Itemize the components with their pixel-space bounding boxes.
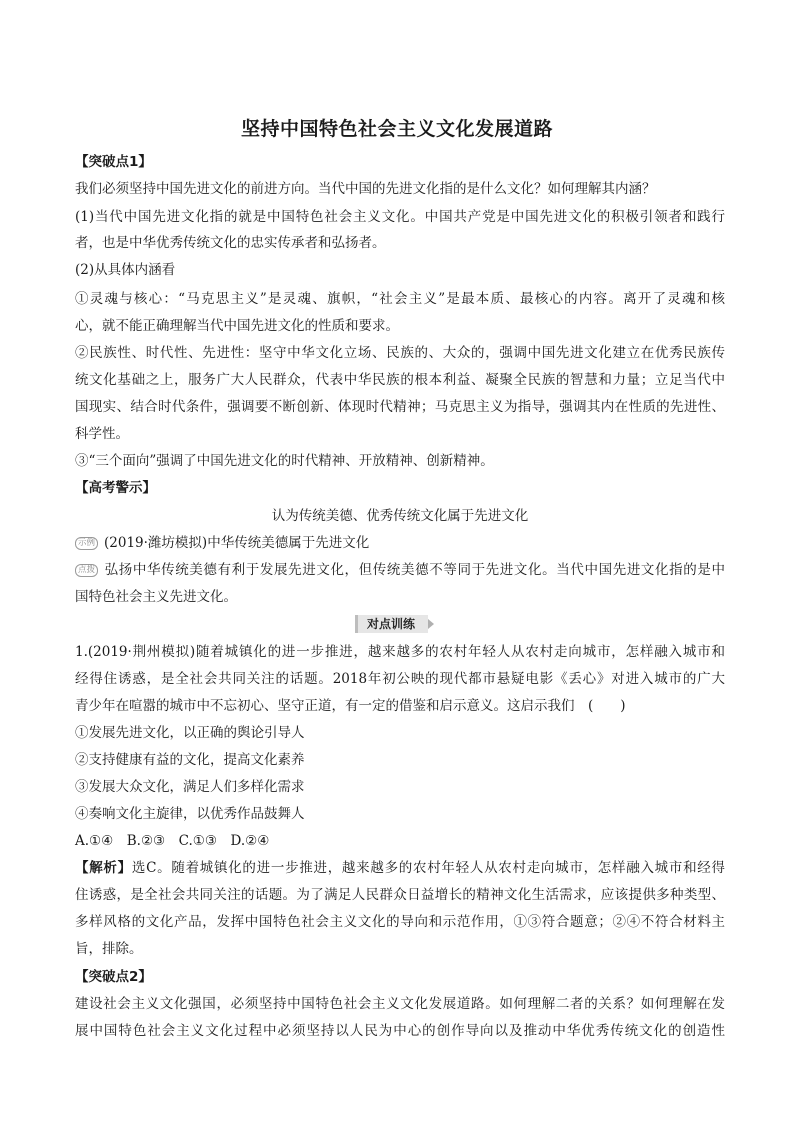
section-heading-warning: 【高考警示】 bbox=[75, 480, 156, 496]
analysis-line4: 旨，排除。 bbox=[75, 941, 143, 957]
analysis-line3: 多样风格的文化产品，发挥中国特色社会主义文化的导向和示范作用，①③符合题意；②④不符合材料主 bbox=[75, 914, 725, 930]
tupo1-p4-line3: 国现实、结合时代条件，强调要不断创新、体现时代精神；马克思主义为指导，强调其内在性质的先进性、 bbox=[75, 399, 725, 415]
question1-line1: 1.(2019·荆州模拟)随着城镇化的进一步推进，越来越多的农村年轻人从农村走向城市，怎样融入城市和 bbox=[75, 644, 725, 660]
question1-choices: A.①④ B.②③ C.①③ D.②④ bbox=[75, 833, 270, 849]
tupo1-p4-line2: 统文化基础之上，服务广大人民群众，代表中华民族的根本利益、凝聚全民族的智慧和力量；立足当代中 bbox=[75, 372, 725, 388]
warning-comment-line2: 国特色社会主义先进文化。 bbox=[75, 589, 237, 605]
question1-option4: ④奏响文化主旋律，以优秀作品鼓舞人 bbox=[75, 806, 305, 822]
question1-option2: ②支持健康有益的文化，提高文化素养 bbox=[75, 752, 305, 768]
tupo1-question: 我们必须坚持中国先进文化的前进方向。当代中国的先进文化指的是什么文化？如何理解其内涵？ bbox=[75, 181, 656, 197]
analysis-line2: 住诱惑，是全社会共同关注的话题。为了满足人民群众日益增长的精神文化生活需求，应该提供多种类型、 bbox=[75, 887, 725, 903]
tupo1-p4-line4: 科学性。 bbox=[75, 426, 129, 442]
section-heading-tupo1: 【突破点1】 bbox=[75, 154, 152, 170]
tupo1-p5: ③“三个面向”强调了中国先进文化的时代精神、开放精神、创新精神。 bbox=[75, 453, 494, 469]
analysis-heading: 【解析】 bbox=[75, 860, 132, 876]
warning-comment-text: 弘扬中华传统美德有利于发展先进文化，但传统美德不等同于先进文化。当代中国先进文化指的是中 bbox=[104, 562, 725, 578]
warning-example bbox=[75, 533, 725, 553]
arrow-right-icon bbox=[428, 619, 434, 629]
warning-subtitle: 认为传统美德、优秀传统文化属于先进文化 bbox=[271, 508, 529, 524]
banner-label: 对点训练 bbox=[366, 617, 415, 631]
question1-option3: ③发展大众文化，满足人们多样化需求 bbox=[75, 779, 305, 795]
analysis-line1 bbox=[75, 858, 725, 878]
training-banner bbox=[355, 615, 435, 633]
analysis-text: 选C。随着城镇化的进一步推进，越来越多的农村年轻人从农村走向城市，怎样融入城市和经得 bbox=[131, 860, 726, 876]
question1-option1: ①发展先进文化，以正确的舆论引导人 bbox=[75, 725, 305, 741]
warning-comment-line1 bbox=[75, 560, 725, 580]
warning-example-text: (2019·潍坊模拟)中华传统美德属于先进文化 bbox=[104, 535, 370, 551]
tupo2-line1: 建设社会主义文化强国，必须坚持中国特色社会主义文化发展道路。如何理解二者的关系？如何理解在发 bbox=[75, 996, 725, 1012]
question1-line3: 青少年在喧嚣的城市中不忘初心、坚守正道，有一定的借鉴和启示意义。这启示我们 ( ) bbox=[75, 698, 626, 714]
tupo1-p4-line1: ②民族性、时代性、先进性：坚守中华文化立场、民族的、大众的，强调中国先进文化建立在优秀民族传 bbox=[75, 345, 725, 361]
section-heading-tupo2: 【突破点2】 bbox=[75, 969, 152, 985]
page-title: 坚持中国特色社会主义文化发展道路 bbox=[240, 118, 553, 140]
tupo1-p1-line2: 者，也是中华优秀传统文化的忠实传承者和弘扬者。 bbox=[75, 235, 386, 251]
tupo1-p2: (2)从具体内涵看 bbox=[75, 262, 176, 278]
example-tag-icon: 示例 bbox=[75, 537, 98, 550]
tupo2-line2: 展中国特色社会主义文化过程中必须坚持以人民为中心的创作导向以及推动中华优秀传统文化的创造性 bbox=[75, 1023, 725, 1039]
tupo1-p3-line1: ①灵魂与核心：“马克思主义”是灵魂、旗帜，“社会主义”是最本质、最核心的内容。离开了灵魂和核 bbox=[75, 291, 725, 307]
question1-line2: 经得住诱惑，是全社会共同关注的话题。2018年初公映的现代都市悬疑电影《丢心》对进入城市的广大 bbox=[75, 671, 725, 687]
tupo1-p1-line1: (1)当代中国先进文化指的就是中国特色社会主义文化。中国共产党是中国先进文化的积极引领者和践行 bbox=[75, 209, 725, 225]
comment-tag-icon: 点拨 bbox=[75, 564, 98, 577]
tupo1-p3-line2: 心，就不能正确理解当代中国先进文化的性质和要求。 bbox=[75, 318, 399, 334]
